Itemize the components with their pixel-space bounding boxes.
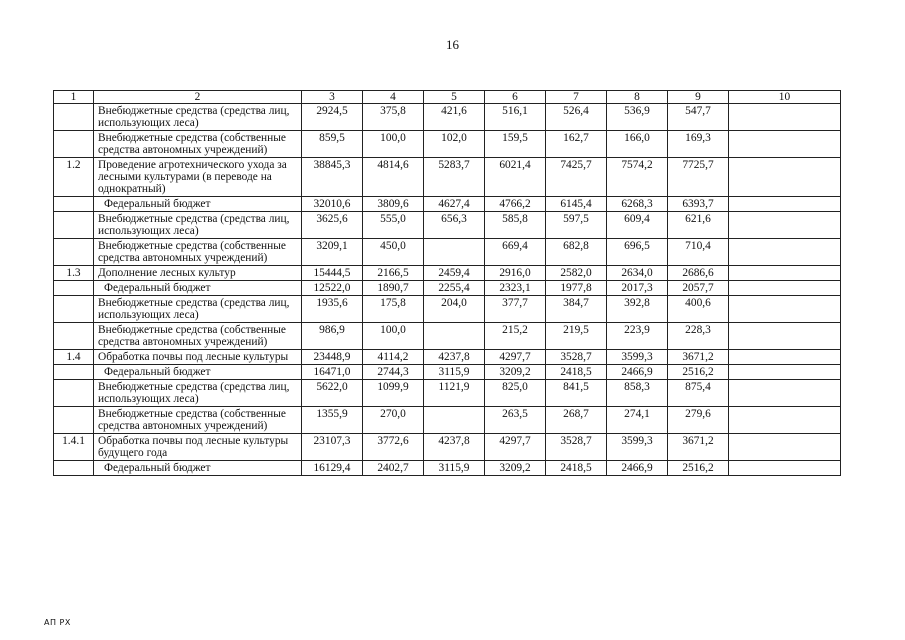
value-col-10 [729, 461, 841, 476]
value-col-8: 223,9 [607, 323, 668, 350]
value-col-5: 656,3 [424, 212, 485, 239]
value-col-8: 2466,9 [607, 461, 668, 476]
value-col-5: 204,0 [424, 296, 485, 323]
value-col-10 [729, 365, 841, 380]
value-col-4: 450,0 [363, 239, 424, 266]
value-col-8: 696,5 [607, 239, 668, 266]
value-col-6: 3209,2 [485, 461, 546, 476]
table-row [54, 434, 841, 461]
table-row [54, 131, 841, 158]
value-col-7: 6145,4 [546, 197, 607, 212]
value-col-9: 2516,2 [668, 365, 729, 380]
row-description: Федеральный бюджет [94, 461, 302, 476]
value-col-8: 274,1 [607, 407, 668, 434]
value-col-6: 6021,4 [485, 158, 546, 197]
value-col-10 [729, 323, 841, 350]
value-col-6: 263,5 [485, 407, 546, 434]
value-col-4: 1099,9 [363, 380, 424, 407]
value-col-4: 100,0 [363, 323, 424, 350]
value-col-8: 858,3 [607, 380, 668, 407]
row-description: Внебюджетные средства (собственные средства автономных учреждений) [94, 323, 302, 350]
value-col-5: 2459,4 [424, 266, 485, 281]
value-col-5: 421,6 [424, 104, 485, 131]
value-col-5: 3115,9 [424, 365, 485, 380]
value-col-4: 3772,6 [363, 434, 424, 461]
value-col-3: 16129,4 [302, 461, 363, 476]
value-col-3: 986,9 [302, 323, 363, 350]
value-col-4: 3809,6 [363, 197, 424, 212]
table-body [54, 104, 841, 476]
row-description: Внебюджетные средства (средства лиц, использующих леса) [94, 296, 302, 323]
value-col-5: 4237,8 [424, 434, 485, 461]
row-number [54, 461, 94, 476]
row-description: Федеральный бюджет [94, 281, 302, 296]
value-col-10 [729, 158, 841, 197]
table-row [54, 407, 841, 434]
header-row [54, 91, 841, 104]
row-number [54, 365, 94, 380]
value-col-8: 2017,3 [607, 281, 668, 296]
value-col-3: 12522,0 [302, 281, 363, 296]
value-col-5: 2255,4 [424, 281, 485, 296]
row-description: Обработка почвы под лесные культуры будущего года [94, 434, 302, 461]
row-description: Внебюджетные средства (средства лиц, использующих леса) [94, 380, 302, 407]
value-col-9: 3671,2 [668, 434, 729, 461]
value-col-3: 15444,5 [302, 266, 363, 281]
value-col-10 [729, 281, 841, 296]
value-col-6: 3209,2 [485, 365, 546, 380]
value-col-8: 536,9 [607, 104, 668, 131]
value-col-10 [729, 407, 841, 434]
value-col-6: 669,4 [485, 239, 546, 266]
table-row [54, 350, 841, 365]
value-col-5 [424, 239, 485, 266]
value-col-5: 1121,9 [424, 380, 485, 407]
value-col-5: 4627,4 [424, 197, 485, 212]
row-description: Внебюджетные средства (средства лиц, использующих леса) [94, 212, 302, 239]
row-description: Федеральный бюджет [94, 365, 302, 380]
value-col-3: 3625,6 [302, 212, 363, 239]
value-col-4: 100,0 [363, 131, 424, 158]
value-col-7: 2582,0 [546, 266, 607, 281]
value-col-9: 6393,7 [668, 197, 729, 212]
value-col-4: 555,0 [363, 212, 424, 239]
header-cell-5: 5 [424, 91, 485, 104]
value-col-10 [729, 131, 841, 158]
value-col-3: 5622,0 [302, 380, 363, 407]
value-col-5 [424, 323, 485, 350]
value-col-3: 3209,1 [302, 239, 363, 266]
header-cell-7: 7 [546, 91, 607, 104]
value-col-7: 682,8 [546, 239, 607, 266]
header-cell-4: 4 [363, 91, 424, 104]
row-number: 1.3 [54, 266, 94, 281]
value-col-7: 3528,7 [546, 434, 607, 461]
row-description: Федеральный бюджет [94, 197, 302, 212]
row-description: Внебюджетные средства (собственные средства автономных учреждений) [94, 239, 302, 266]
value-col-3: 1935,6 [302, 296, 363, 323]
value-col-6: 585,8 [485, 212, 546, 239]
value-col-6: 2916,0 [485, 266, 546, 281]
value-col-3: 23107,3 [302, 434, 363, 461]
value-col-6: 4766,2 [485, 197, 546, 212]
row-number [54, 104, 94, 131]
value-col-3: 16471,0 [302, 365, 363, 380]
value-col-7: 7425,7 [546, 158, 607, 197]
value-col-9: 3671,2 [668, 350, 729, 365]
value-col-4: 2166,5 [363, 266, 424, 281]
table-row [54, 197, 841, 212]
table-row [54, 380, 841, 407]
value-col-8: 6268,3 [607, 197, 668, 212]
row-description: Внебюджетные средства (средства лиц, использующих леса) [94, 104, 302, 131]
table-row [54, 158, 841, 197]
value-col-10 [729, 350, 841, 365]
value-col-3: 23448,9 [302, 350, 363, 365]
value-col-4: 2402,7 [363, 461, 424, 476]
value-col-9: 875,4 [668, 380, 729, 407]
row-description: Дополнение лесных культур [94, 266, 302, 281]
value-col-9: 7725,7 [668, 158, 729, 197]
table-row [54, 239, 841, 266]
row-description: Проведение агротехнического ухода за лесными культурами (в переводе на однократный) [94, 158, 302, 197]
value-col-8: 609,4 [607, 212, 668, 239]
value-col-8: 3599,3 [607, 350, 668, 365]
value-col-3: 2924,5 [302, 104, 363, 131]
value-col-7: 3528,7 [546, 350, 607, 365]
row-description: Обработка почвы под лесные культуры [94, 350, 302, 365]
value-col-7: 2418,5 [546, 461, 607, 476]
value-col-5 [424, 407, 485, 434]
value-col-4: 1890,7 [363, 281, 424, 296]
value-col-7: 384,7 [546, 296, 607, 323]
page-number: 16 [446, 37, 459, 52]
value-col-4: 270,0 [363, 407, 424, 434]
value-col-8: 2634,0 [607, 266, 668, 281]
value-col-10 [729, 380, 841, 407]
value-col-7: 526,4 [546, 104, 607, 131]
header-cell-2: 2 [94, 91, 302, 104]
value-col-7: 219,5 [546, 323, 607, 350]
table-row [54, 323, 841, 350]
header-cell-3: 3 [302, 91, 363, 104]
value-col-9: 169,3 [668, 131, 729, 158]
table-row [54, 281, 841, 296]
row-number [54, 380, 94, 407]
row-number [54, 212, 94, 239]
value-col-5: 5283,7 [424, 158, 485, 197]
value-col-9: 400,6 [668, 296, 729, 323]
row-number: 1.4.1 [54, 434, 94, 461]
value-col-10 [729, 434, 841, 461]
value-col-8: 7574,2 [607, 158, 668, 197]
value-col-6: 215,2 [485, 323, 546, 350]
header-cell-10: 10 [729, 91, 841, 104]
row-description: Внебюджетные средства (собственные средства автономных учреждений) [94, 407, 302, 434]
row-number: 1.2 [54, 158, 94, 197]
header-cell-9: 9 [668, 91, 729, 104]
table-row [54, 296, 841, 323]
row-number [54, 197, 94, 212]
value-col-9: 621,6 [668, 212, 729, 239]
value-col-10 [729, 197, 841, 212]
value-col-6: 159,5 [485, 131, 546, 158]
header-cell-6: 6 [485, 91, 546, 104]
value-col-10 [729, 104, 841, 131]
value-col-4: 375,8 [363, 104, 424, 131]
value-col-10 [729, 212, 841, 239]
value-col-8: 2466,9 [607, 365, 668, 380]
value-col-8: 166,0 [607, 131, 668, 158]
value-col-6: 516,1 [485, 104, 546, 131]
value-col-10 [729, 266, 841, 281]
budget-table [53, 90, 841, 476]
table-row [54, 212, 841, 239]
table-row [54, 365, 841, 380]
value-col-6: 825,0 [485, 380, 546, 407]
value-col-7: 2418,5 [546, 365, 607, 380]
row-number [54, 407, 94, 434]
footer-stamp: АП РХ [44, 618, 71, 627]
value-col-3: 1355,9 [302, 407, 363, 434]
value-col-6: 2323,1 [485, 281, 546, 296]
value-col-9: 547,7 [668, 104, 729, 131]
value-col-9: 2516,2 [668, 461, 729, 476]
value-col-4: 4814,6 [363, 158, 424, 197]
value-col-10 [729, 239, 841, 266]
value-col-8: 3599,3 [607, 434, 668, 461]
value-col-4: 4114,2 [363, 350, 424, 365]
value-col-6: 4297,7 [485, 434, 546, 461]
value-col-3: 32010,6 [302, 197, 363, 212]
value-col-5: 4237,8 [424, 350, 485, 365]
header-cell-1: 1 [54, 91, 94, 104]
value-col-9: 2057,7 [668, 281, 729, 296]
value-col-5: 3115,9 [424, 461, 485, 476]
value-col-7: 162,7 [546, 131, 607, 158]
row-number [54, 323, 94, 350]
row-number [54, 131, 94, 158]
value-col-8: 392,8 [607, 296, 668, 323]
row-description: Внебюджетные средства (собственные средства автономных учреждений) [94, 131, 302, 158]
table-row [54, 266, 841, 281]
value-col-7: 841,5 [546, 380, 607, 407]
table-row [54, 461, 841, 476]
value-col-4: 2744,3 [363, 365, 424, 380]
value-col-4: 175,8 [363, 296, 424, 323]
value-col-7: 1977,8 [546, 281, 607, 296]
value-col-10 [729, 296, 841, 323]
value-col-9: 279,6 [668, 407, 729, 434]
value-col-9: 2686,6 [668, 266, 729, 281]
value-col-7: 597,5 [546, 212, 607, 239]
value-col-9: 228,3 [668, 323, 729, 350]
value-col-9: 710,4 [668, 239, 729, 266]
row-number [54, 296, 94, 323]
value-col-3: 38845,3 [302, 158, 363, 197]
value-col-6: 377,7 [485, 296, 546, 323]
row-number: 1.4 [54, 350, 94, 365]
row-number [54, 239, 94, 266]
value-col-3: 859,5 [302, 131, 363, 158]
value-col-7: 268,7 [546, 407, 607, 434]
header-cell-8: 8 [607, 91, 668, 104]
row-number [54, 281, 94, 296]
value-col-6: 4297,7 [485, 350, 546, 365]
value-col-5: 102,0 [424, 131, 485, 158]
table-row [54, 104, 841, 131]
